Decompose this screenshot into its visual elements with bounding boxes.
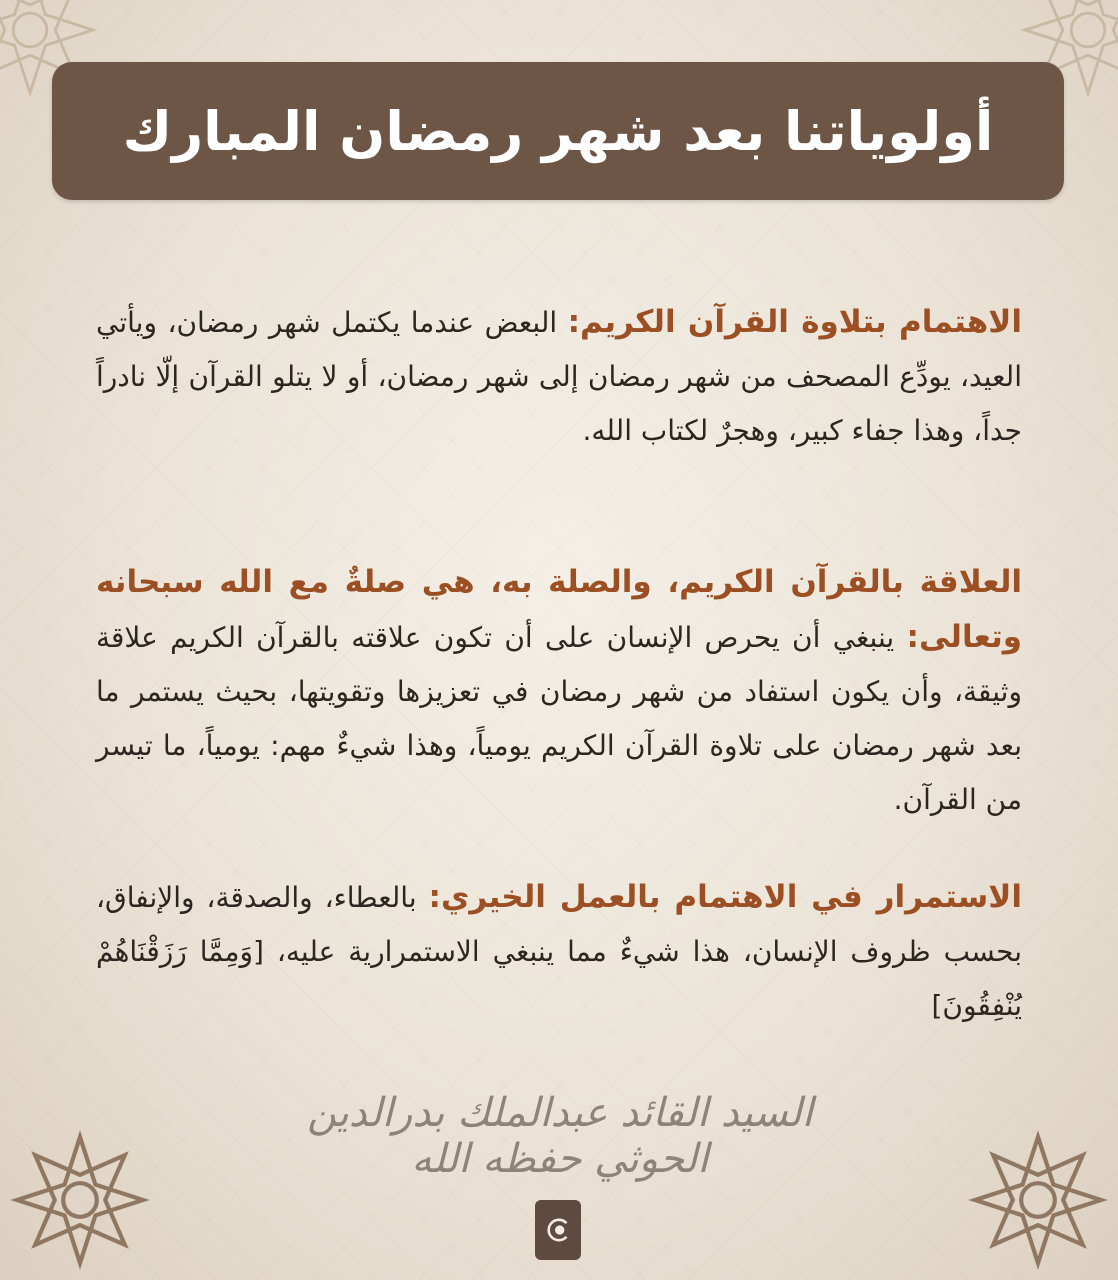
islamic-star-ornament-icon bbox=[10, 1130, 150, 1270]
section-body: البعض عندما يكتمل شهر رمضان، ويأتي العيد، يودِّع المصحف من شهر رمضان إلى شهر رمضان، أو لا يتلو القرآن إلّا نادراً جداً، وهذا جفاء كبير، وهجرٌ لكتاب الله. bbox=[96, 306, 1022, 447]
section-heading: العلاقة بالقرآن الكريم، والصلة به، هي صلةٌ مع الله سبحانه وتعالى: bbox=[96, 564, 1022, 655]
section-charity bbox=[96, 870, 1022, 1033]
section-heading: الاستمرار في الاهتمام بالعمل الخيري: bbox=[428, 879, 1022, 915]
section-quran-recitation bbox=[96, 295, 1022, 458]
author-signature: السيد القائد عبدالملك بدرالدين الحوثي حفظه الله bbox=[307, 1090, 813, 1182]
title-banner bbox=[52, 62, 1064, 200]
page-title: أولوياتنا بعد شهر رمضان المبارك bbox=[122, 99, 994, 163]
section-body: بالعطاء، والصدقة، والإنفاق، بحسب ظروف الإنسان، هذا شيءٌ مما ينبغي الاستمرارية عليه، [وَمِمَّا رَزَقْنَاهُمْ يُنْفِقُونَ] bbox=[96, 881, 1022, 1022]
publisher-logo-icon bbox=[535, 1200, 581, 1260]
section-body: ينبغي أن يحرص الإنسان على أن تكون علاقته بالقرآن الكريم علاقة وثيقة، وأن يكون استفاد من شهر رمضان في تعزيزها وتقويتها، بحيث يستمر ما بعد شهر رمضان على تلاوة القرآن الكريم يومياً، وهذا شيءٌ مهم: يومياً، ما تيسر من القرآن. bbox=[96, 621, 1022, 816]
section-heading: الاهتمام بتلاوة القرآن الكريم: bbox=[567, 304, 1023, 340]
section-quran-relationship bbox=[96, 555, 1022, 827]
islamic-star-ornament-icon bbox=[968, 1130, 1108, 1270]
